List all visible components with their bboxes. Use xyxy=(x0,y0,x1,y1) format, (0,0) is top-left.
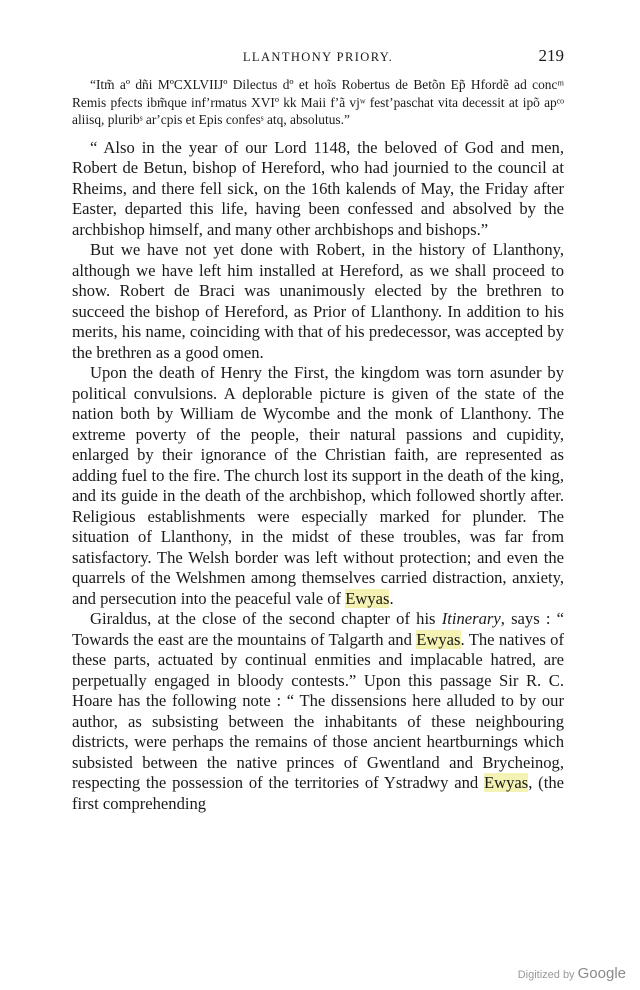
paragraph-text: , says : “ Towards the east are the mountains of Talgarth and xyxy=(72,609,564,649)
highlighted-term: Ewyas xyxy=(345,588,390,608)
digitized-watermark xyxy=(518,965,626,982)
highlighted-term: Ewyas xyxy=(483,773,529,792)
paragraph-robert: But we have not yet done with Robert, in the history of Llanthony, although we have left him installed at Hereford, as we shall proceed to show. Robert de Braci was unanimously elected by the brethren to succeed the bishop of Hereford, as Prior of Llanthony. In addition to his merits, his name, coinciding with that of his predecessor, was accepted by the brethren as a good omen. xyxy=(72,240,564,362)
page-number: 219 xyxy=(538,46,564,65)
watermark-prefix: Digitized by xyxy=(517,969,575,981)
book-page xyxy=(72,48,564,814)
page-header xyxy=(72,48,564,74)
running-title: LLANTHONY PRIORY. xyxy=(242,50,394,64)
paragraph-end: . xyxy=(389,588,394,608)
paragraph-giraldus xyxy=(72,609,564,814)
paragraph-text: . The natives of these parts, actuated by continual enmities and implacable hatred, are perpetually engaged in bloody contests.” Upon this passage Sir R. C. Hoare has the following note : “ The dissensions here alluded to by our author, as subsisting between the inhabitants of these neighbouring districts, were perhaps the remains of those ancient heartburnings which subsisted between the native princes of Gwentland and Brycheinog, respecting the possession of the territories of Ystradwy and xyxy=(72,629,564,792)
paragraph-text: , (the first comprehending xyxy=(72,773,564,813)
highlighted-term: Ewyas xyxy=(416,629,461,649)
latin-quote: “Itm̃ aº dñi MºCXLVIIJº Dilectus dº et hoĩs Robertus de Betõn Ep̃ Hfordẽ ad concᵐ Remis pfects ibm̃que infʼrmatus XVIº kk Maii fʼã vjʷ festʼpaschat vita decessit at ipõ apᶜᵒ aliisq, pluribˢ arʼcpis et Epis confesˢ atq, absolutus.” xyxy=(72,77,564,127)
paragraph-convulsions xyxy=(72,363,564,609)
watermark-brand: Google xyxy=(577,965,626,982)
paragraph-text: Giraldus, at the close of the second chapter of his xyxy=(90,609,436,628)
paragraph-translation: “ Also in the year of our Lord 1148, the beloved of God and men, Robert de Betun, bishop of Hereford, who had journied to the council at Rheims, and there fell sick, on the 16th kalends of May, the Friday after Easter, departed this life, having been confessed and absolved by the archbishop himself, and many other archbishops and bishops.” xyxy=(72,137,564,239)
italic-title: Itinerary xyxy=(441,609,501,628)
paragraph-text: Upon the death of Henry the First, the kingdom was torn asunder by political convulsions. A deplorable picture is given of the state of the nation both by William de Wycombe and the monk of Llanthony. The extreme poverty of the people, their natural passions and cupidity, enlarged by their ignorance of the Christian faith, are represented as adding fuel to the fire. The church lost its support in the death of the king, and its guide in the death of the archbishop, which followed shortly after. Religious establishments were especially marked for plunder. The situation of Llanthony, in the midst of these troubles, was far from satisfactory. The Welsh border was left without protection; and even the quarrels of the Welshmen among themselves carried distraction, anxiety, and persecution into the peaceful vale of xyxy=(72,363,564,608)
